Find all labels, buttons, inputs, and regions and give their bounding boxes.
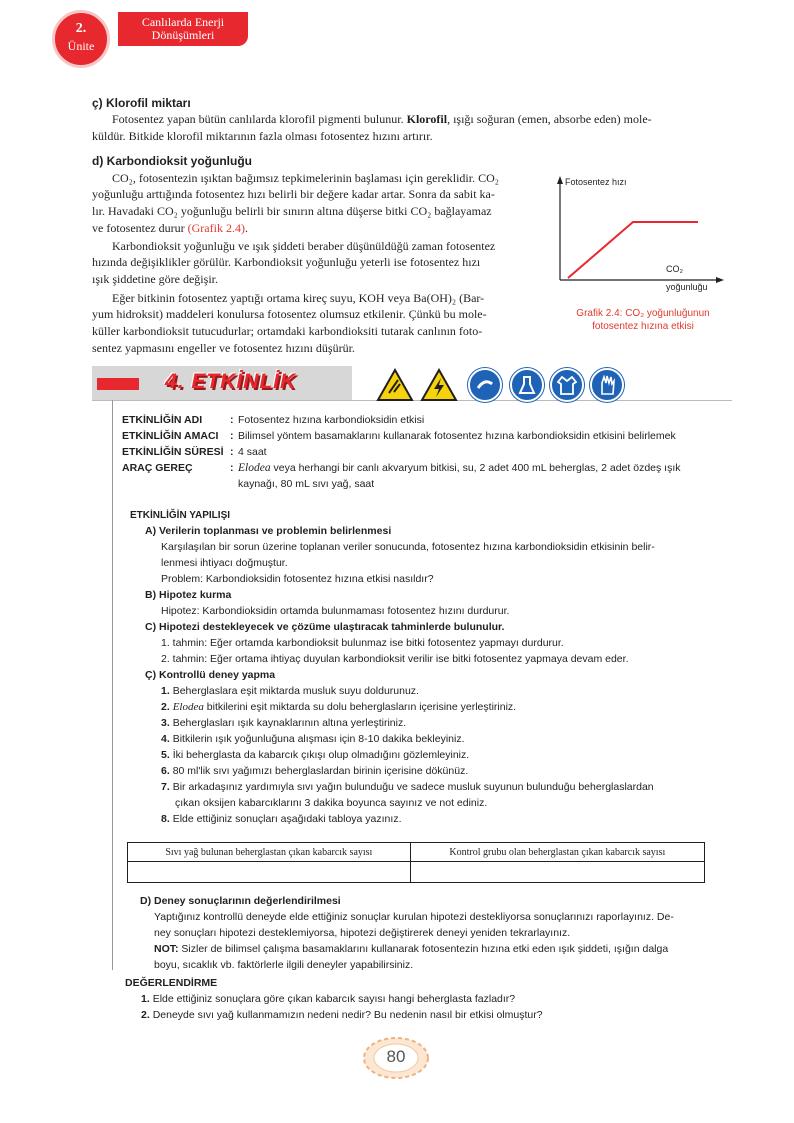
page-number: 80 bbox=[386, 1047, 406, 1066]
co2-para1-line1: CO₂, fotosentezin ışıktan bağımsız tepkimelerinin başlaması için gereklidir. CO₂ bbox=[112, 171, 499, 185]
step-c-heading: C) Hipotezi destekleyecek ve çözüme ulaştıracak tahminlerde bulunulur. bbox=[145, 621, 505, 633]
step-a-line1: Karşılaşılan bir sorun üzerine toplanan veriler sonucunda, fotosentez hızına karbondioksidin etkisinin belir- bbox=[161, 541, 655, 553]
step-d-note-line2: boyu, sıcaklık vb. faktörlerle ilgili deneyler yapabilirsiniz. bbox=[154, 959, 414, 971]
flask-icon bbox=[510, 368, 544, 402]
step-a-heading: A) Verilerin toplanması ve problemin belirlenmesi bbox=[145, 525, 392, 537]
info-colon: : bbox=[230, 430, 234, 442]
lab-coat-icon bbox=[550, 368, 584, 402]
evaluation-heading: DEĞERLENDİRME bbox=[125, 977, 218, 989]
chapter-title-line1: Canlılarda Enerji bbox=[141, 15, 225, 29]
x-axis-arrow-icon bbox=[716, 277, 724, 283]
step-d-heading: D) Deney sonuçlarının değerlendirilmesi bbox=[140, 895, 341, 907]
y-axis-arrow-icon bbox=[557, 176, 563, 184]
co2-para1-line2: yoğunluğu arttığında fotosentez hızı belirli bir değere kadar artar. Sonra da sabit ka- bbox=[92, 187, 495, 201]
section-chlorophyll-line1: Fotosentez yapan bütün canlılarda klorofil pigmenti bulunur. Klorofil, ışığı soğuran (emen, absorbe eden) mole- bbox=[112, 112, 652, 126]
question-item: 2. Deneyde sıvı yağ kullanmamızın nedeni nedir? Bu nedenin nasıl bir etkisi olmuştur? bbox=[141, 1009, 543, 1021]
table-header-cell: Sıvı yağ bulunan beherglastan çıkan kabarcık sayısı bbox=[128, 843, 411, 862]
list-item: 8. Elde ettiğiniz sonuçları aşağıdaki tabloya yazınız. bbox=[161, 813, 402, 825]
step-a-line2: lenmesi ihtiyacı doğmuştur. bbox=[161, 557, 288, 569]
list-item: 5. İki beherglasta da kabarcık çıkışı olup olmadığını gözlemleyiniz. bbox=[161, 749, 470, 761]
co2-para1-line3: lır. Havadaki CO₂ yoğunluğu belirli bir sınırın altına düşerse bitki CO₂ bağlayamaz bbox=[92, 204, 492, 218]
info-value-purpose: Bilimsel yöntem basamaklarını kullanarak fotosentez hızına karbondioksidin etkisini belirlemek bbox=[238, 430, 676, 442]
info-value-tools-line2: kaynağı, 80 mL sıvı yağ, saat bbox=[238, 478, 375, 490]
co2-para3-line2: yum hidroksit) maddeleri konulursa fotosentez olumsuz etkilenir. Çünkü bu mole- bbox=[92, 307, 487, 321]
activity-frame-left bbox=[112, 400, 113, 970]
electric-hazard-icon bbox=[376, 368, 414, 402]
graph-caption: Grafik 2.4: CO₂ yoğunluğunun fotosentez hızına etkisi bbox=[576, 308, 710, 332]
steps-list bbox=[161, 683, 721, 827]
info-value-tools-line1: Elodea veya herhangi bir canlı akvaryum bitkisi, su, 2 adet 400 mL beherglas, 2 adet özdeş ışık bbox=[238, 462, 681, 474]
procedure-heading: ETKİNLİĞİN YAPILIŞI bbox=[130, 510, 231, 521]
list-item: çıkan oksijen kabarcıklarını 3 dakika boyunca sayınız ve not ediniz. bbox=[175, 797, 488, 809]
activity-title: 4. ETKİNLİK bbox=[165, 370, 297, 393]
section-co2-heading: d) Karbondioksit yoğunluğu bbox=[92, 154, 252, 168]
step-d-note-line1: NOT: Sizler de bilimsel çalışma basamaklarını kullanarak fotosentezin hızına etki eden ışık şiddeti, ışığın dalga bbox=[154, 943, 669, 955]
table-row bbox=[128, 862, 705, 883]
unit-word: Ünite bbox=[67, 39, 95, 53]
table-header-cell: Kontrol grubu olan beherglastan çıkan kabarcık sayısı bbox=[410, 843, 704, 862]
info-label-purpose: ETKİNLİĞİN AMACI bbox=[122, 430, 219, 442]
info-colon: : bbox=[230, 462, 234, 474]
step-c-line1: 1. tahmin: Eğer ortamda karbondioksit bulunmaz ise bitki fotosentez yapmayı durdurur. bbox=[161, 637, 564, 649]
hand-wash-icon bbox=[468, 368, 502, 402]
step-b-line1: Hipotez: Karbondioksidin ortamda bulunmaması fotosentez hızını durdurur. bbox=[161, 605, 510, 617]
graph-xlabel-line2: yoğunluğu bbox=[666, 282, 708, 292]
list-item: 3. Beherglasları ışık kaynaklarının altına yerleştiriniz. bbox=[161, 717, 407, 729]
graph-ylabel: Fotosentez hızı bbox=[565, 177, 627, 187]
info-label-name: ETKİNLİĞİN ADI bbox=[122, 414, 203, 426]
info-colon: : bbox=[230, 414, 234, 426]
step-a-line3: Problem: Karbondioksidin fotosentez hızına etkisi nasıldır? bbox=[161, 573, 434, 585]
table-row bbox=[128, 843, 705, 862]
list-item: 7. Bir arkadaşınız yardımıyla sıvı yağın bulunduğu ve sadece musluk suyunun bulunduğu beherglaslardan bbox=[161, 781, 654, 793]
table-empty-cell[interactable] bbox=[128, 862, 411, 883]
step-b-heading: B) Hipotez kurma bbox=[145, 589, 232, 601]
list-item: 1. Beherglaslara eşit miktarda musluk suyu doldurunuz. bbox=[161, 685, 419, 697]
chapter-title-line2: Dönüşümleri bbox=[151, 28, 215, 42]
step-cc-heading: Ç) Kontrollü deney yapma bbox=[145, 669, 276, 681]
high-voltage-icon bbox=[420, 368, 458, 402]
info-value-name: Fotosentez hızına karbondioksidin etkisi bbox=[238, 414, 425, 426]
info-colon: : bbox=[230, 446, 234, 458]
info-label-duration: ETKİNLİĞİN SÜRESİ bbox=[122, 446, 224, 458]
list-item: 4. Bitkilerin ışık yoğunluğuna alışması için 8-10 dakika bekleyiniz. bbox=[161, 733, 465, 745]
co2-para3-line3: küller karbondioksit tutucudurlar; ortamdaki karbondioksiti tutarak canlının foto- bbox=[92, 324, 483, 338]
co2-para2-line2: hızında değişiklikler görülür. Karbondioksit yoğunluğu yeterli ise fotosentez hızı bbox=[92, 255, 481, 269]
chapter-tab bbox=[118, 12, 248, 46]
table-empty-cell[interactable] bbox=[410, 862, 704, 883]
observation-table bbox=[127, 842, 705, 883]
co2-para2-line3: ışık şiddetine göre değişir. bbox=[92, 272, 218, 286]
step-c-line2: 2. tahmin: Eğer ortama ihtiyaç duyulan karbondioksit verilir ise bitki fotosentez yapmaya devam eder. bbox=[161, 653, 629, 665]
gloves-icon bbox=[590, 368, 624, 402]
step-d-line2: ney sonuçları hipotezi desteklemiyorsa, hipotezi değiştirerek deneyi yeniden tekrarlayınız. bbox=[154, 927, 571, 939]
section-chlorophyll-line2: küldür. Bitkide klorofil miktarının fazla olması fotosentez hızını artırır. bbox=[92, 129, 433, 143]
co2-graph bbox=[548, 172, 738, 297]
section-chlorophyll-heading: ç) Klorofil miktarı bbox=[92, 96, 191, 110]
step-d-line1: Yaptığınız kontrollü deneyde elde ettiğiniz sonuçlar kurulan hipotezi destekliyorsa sonuçlarınızı raporlayınız. De- bbox=[154, 911, 674, 923]
co2-para1-line4: ve fotosentez durur (Grafik 2.4). bbox=[92, 221, 248, 235]
graph-xlabel-line1: CO₂ bbox=[666, 264, 683, 274]
co2-para3-line1: Eğer bitkinin fotosentez yaptığı ortama kireç suyu, KOH veya Ba(OH)₂ (Bar- bbox=[112, 291, 485, 305]
co2-para3-line4: sentez yapmasını engeller ve fotosentez hızını düşürür. bbox=[92, 341, 355, 355]
list-item: 6. 80 ml'lik sıvı yağımızı beherglaslardan birinin içerisine dökünüz. bbox=[161, 765, 469, 777]
list-item: 2. Elodea bitkilerini eşit miktarda su dolu beherglasların içerisine yerleştiriniz. bbox=[161, 701, 517, 713]
activity-banner-accent bbox=[97, 378, 139, 390]
unit-badge bbox=[52, 10, 110, 68]
info-value-duration: 4 saat bbox=[238, 446, 267, 458]
question-item: 1. Elde ettiğiniz sonuçlara göre çıkan kabarcık sayısı hangi beherglasta fazladır? bbox=[141, 993, 516, 1005]
info-label-tools: ARAÇ GEREÇ bbox=[122, 462, 193, 474]
figure-ref-link: (Grafik 2.4) bbox=[187, 221, 245, 235]
unit-number: 2. bbox=[75, 21, 87, 36]
co2-para2-line1: Karbondioksit yoğunluğu ve ışık şiddeti beraber düşünüldüğü zaman fotosentez bbox=[112, 239, 496, 253]
